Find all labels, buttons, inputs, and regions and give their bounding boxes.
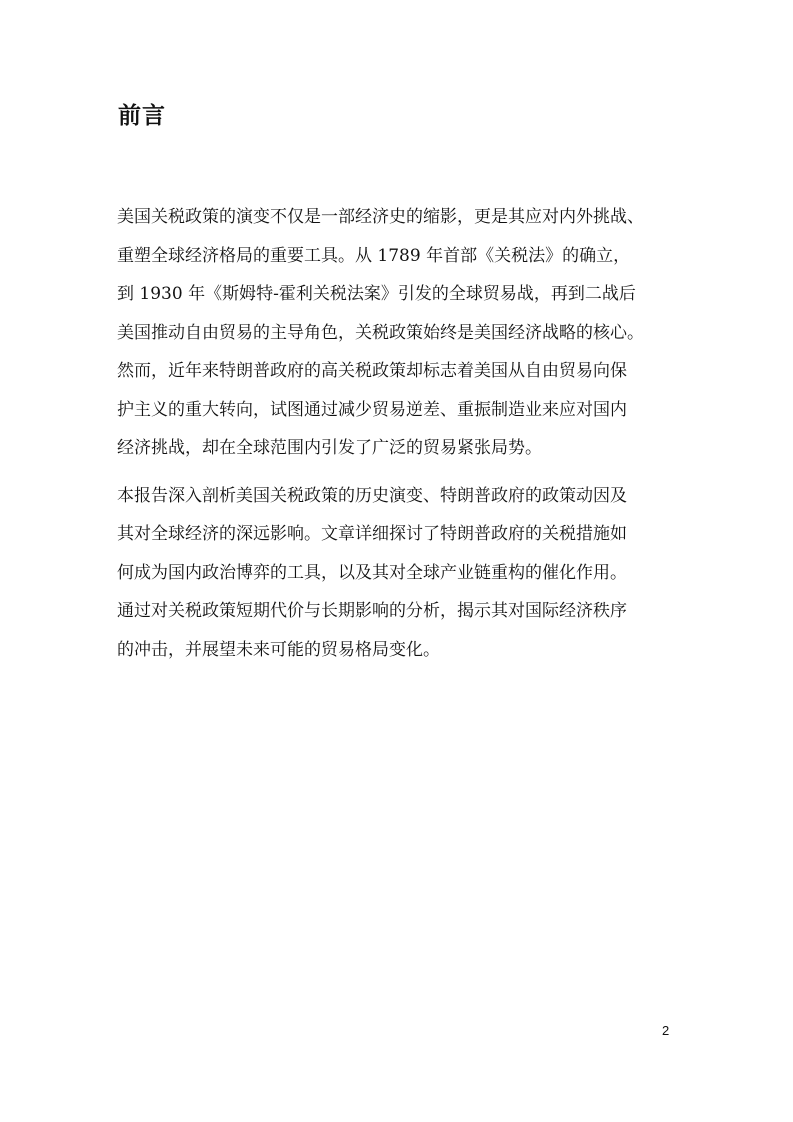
text-line: 本报告深入剖析美国关税政策的历史演变、特朗普政府的政策动因及 xyxy=(117,485,627,506)
text-line: 到 1930 年《斯姆特-霍利关税法案》引发的全球贸易战，再到二战后 xyxy=(117,284,636,304)
text-line: 护主义的重大转向，试图通过减少贸易逆差、重振制造业来应对国内 xyxy=(117,399,627,420)
text-line: 经济挑战，却在全球范围内引发了广泛的贸易紧张局势。 xyxy=(117,438,542,458)
text-line: 然而，近年来特朗普政府的高关税政策却标志着美国从自由贸易向保 xyxy=(117,361,627,381)
body-text xyxy=(117,198,697,678)
text-line: 美国推动自由贸易的主导角色，关税政策始终是美国经济战略的核心。 xyxy=(117,322,644,343)
text-line: 何成为国内政治博弈的工具，以及其对全球产业链重构的催化作用。 xyxy=(117,562,627,583)
text-line: 重塑全球经济格局的重要工具。从 1789 年首部《关税法》的确立， xyxy=(117,245,631,266)
text-line: 其对全球经济的深远影响。文章详细探讨了特朗普政府的关税措施如 xyxy=(117,524,627,544)
paragraph-1 xyxy=(117,198,697,468)
text-line: 通过对关税政策短期代价与长期影响的分析，揭示其对国际经济秩序 xyxy=(117,601,627,621)
text-line: 美国关税政策的演变不仅是一部经济史的缩影，更是其应对内外挑战、 xyxy=(117,207,644,227)
text-line: 的冲击，并展望未来可能的贸易格局变化。 xyxy=(117,639,440,660)
section-heading: 前言 xyxy=(118,103,166,129)
paragraph-2 xyxy=(117,477,697,670)
page-number: 2 xyxy=(662,1023,670,1038)
